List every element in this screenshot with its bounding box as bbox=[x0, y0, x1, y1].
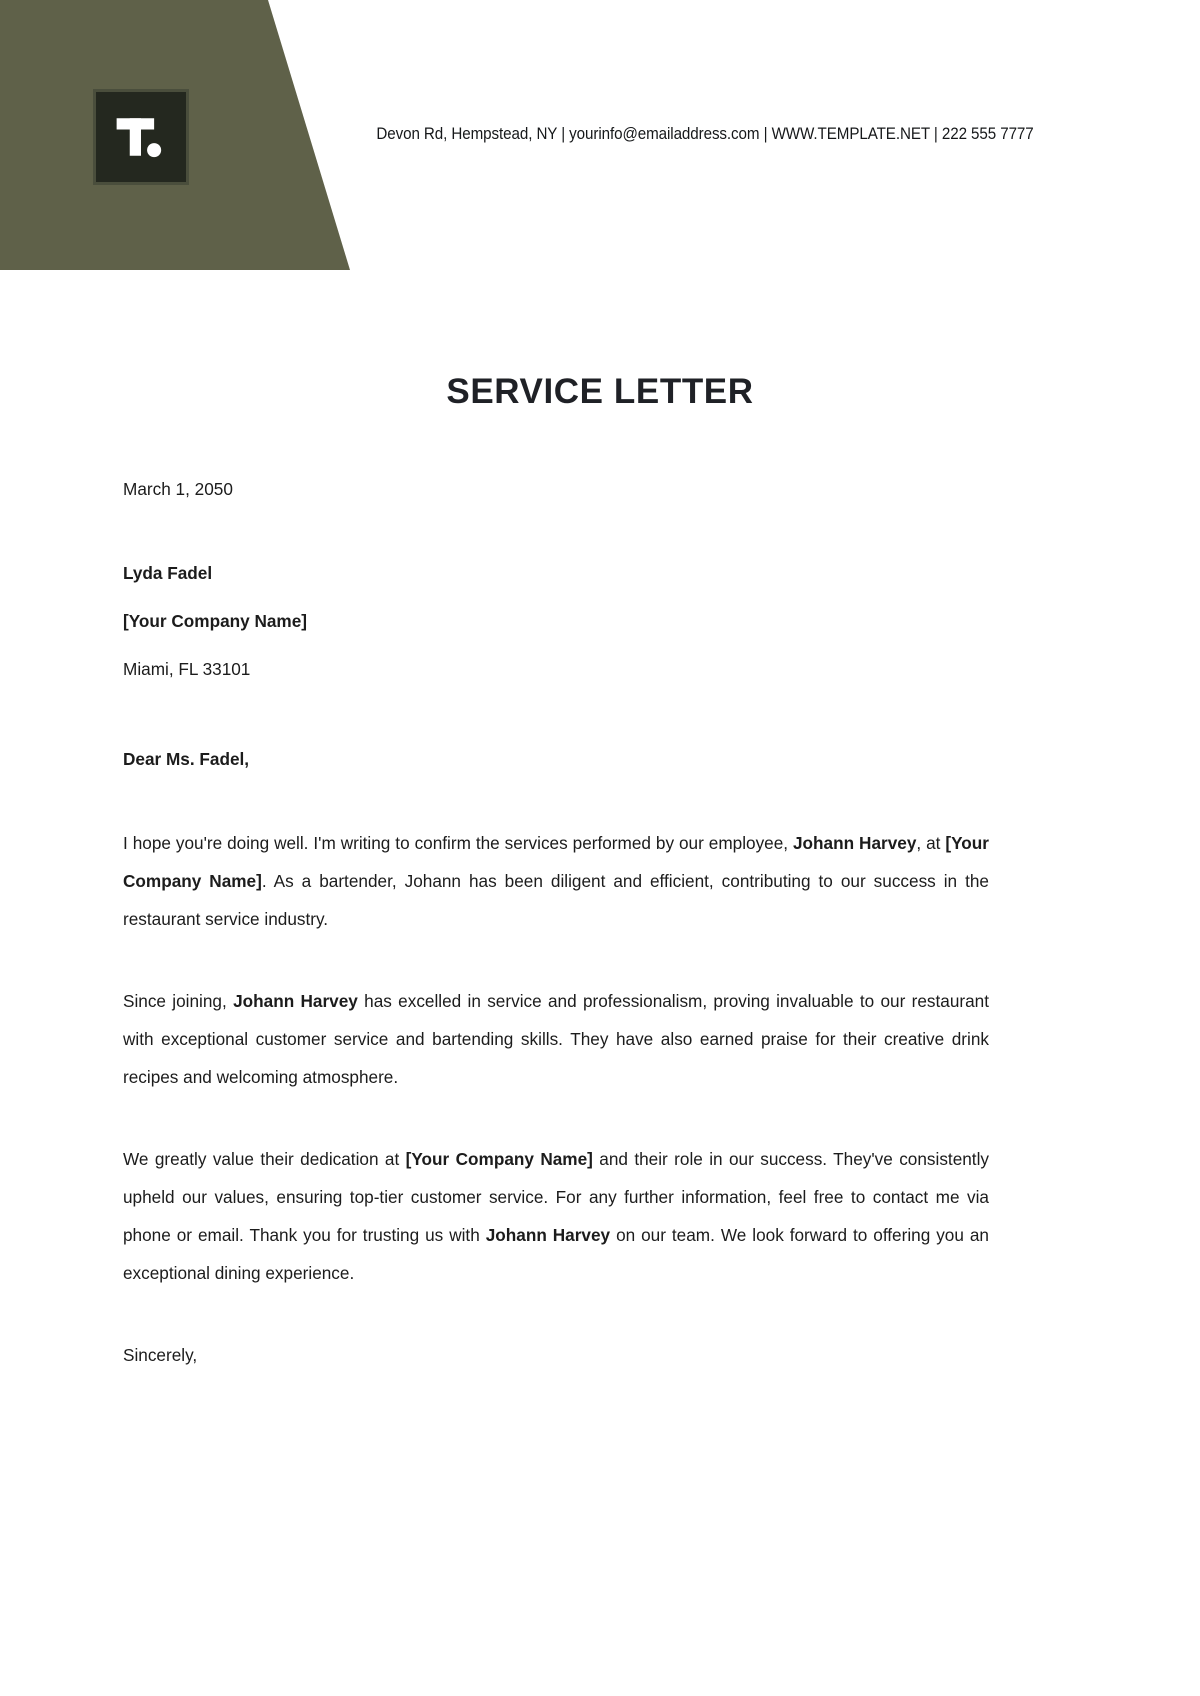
spacer bbox=[123, 1292, 989, 1336]
p3-text-1: We greatly value their dedication at bbox=[123, 1149, 406, 1169]
p1-employee-name: Johann Harvey bbox=[793, 833, 917, 853]
closing: Sincerely, bbox=[123, 1345, 198, 1365]
p3-text-3: on our team. We look forward to offering you an exceptional dining experience. bbox=[123, 1225, 989, 1283]
spacer bbox=[123, 508, 989, 554]
recipient-company: [Your Company Name] bbox=[123, 611, 307, 631]
p3-employee-name: Johann Harvey bbox=[485, 1225, 611, 1245]
letter-t-icon bbox=[96, 92, 186, 182]
header-contact-line: Devon Rd, Hempstead, NY | yourinfo@emailaddress.com | WWW.TEMPLATE.NET | 222 555 7777 bbox=[376, 125, 1034, 143]
letter-body bbox=[123, 470, 989, 1374]
p3-text-2: and their role in our success. They've consistently upheld our values, ensuring top-tier customer service. For any further information, feel free to contact me via phone or email. Thank you for trusting us with bbox=[123, 1149, 989, 1245]
p2-text-2: has excelled in service and professionalism, proving invaluable to our restaurant with exceptional customer service and bartending skills. They have also earned praise for their creative drink recipes and welcoming atmosphere. bbox=[123, 991, 989, 1087]
spacer bbox=[123, 938, 989, 982]
spacer bbox=[123, 1096, 989, 1140]
page-title: SERVICE LETTER bbox=[446, 372, 754, 411]
p2-text-1: Since joining, bbox=[123, 991, 234, 1011]
p3-company-name: [Your Company Name] bbox=[405, 1149, 593, 1169]
p1-text-2: , at bbox=[916, 833, 946, 853]
paragraph-2 bbox=[123, 982, 989, 1096]
paragraph-1 bbox=[123, 824, 989, 938]
spacer bbox=[123, 698, 989, 740]
paragraph-3 bbox=[123, 1140, 989, 1292]
recipient-address: Miami, FL 33101 bbox=[123, 659, 251, 679]
header-banner bbox=[0, 0, 1200, 270]
logo bbox=[93, 89, 189, 185]
p1-company-name: [Your Company Name] bbox=[123, 833, 989, 891]
salutation: Dear Ms. Fadel, bbox=[123, 749, 250, 769]
recipient-name: Lyda Fadel bbox=[123, 563, 213, 583]
p2-employee-name: Johann Harvey bbox=[233, 991, 358, 1011]
p1-text-1: I hope you're doing well. I'm writing to confirm the services performed by our employee, bbox=[123, 833, 793, 853]
p1-text-3: . As a bartender, Johann has been diligent and efficient, contributing to our success in the restaurant service industry. bbox=[123, 871, 989, 929]
letter-date: March 1, 2050 bbox=[123, 479, 233, 499]
spacer bbox=[123, 778, 989, 824]
